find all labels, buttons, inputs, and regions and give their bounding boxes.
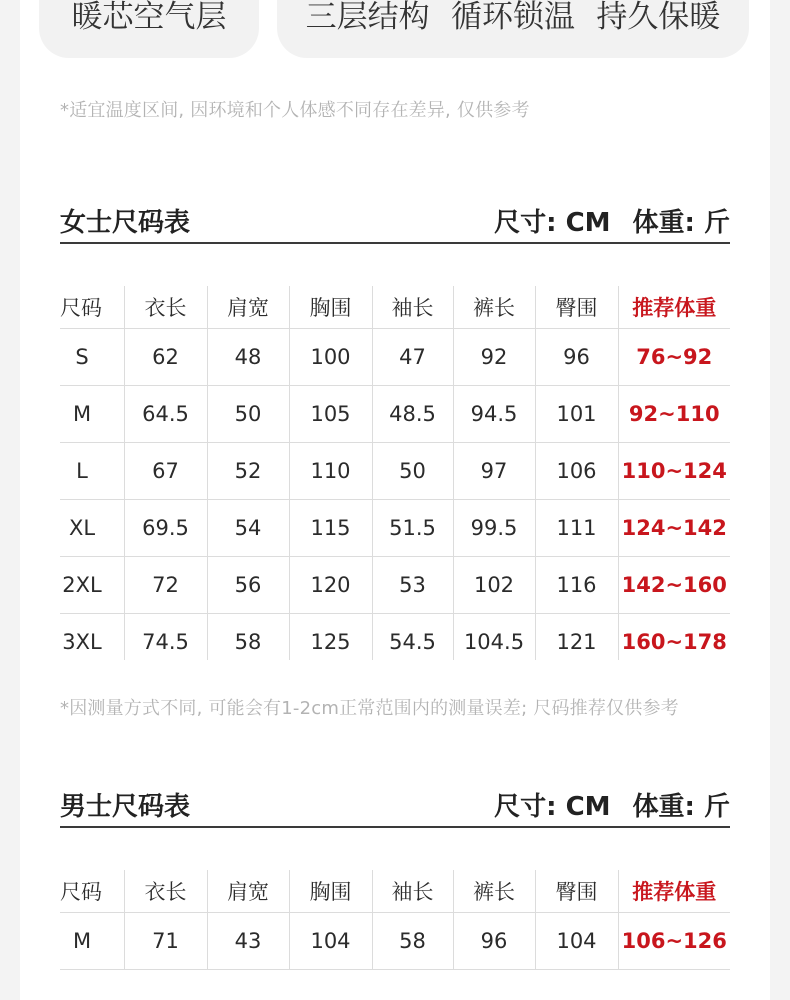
length-cell: 67: [124, 443, 207, 500]
header-recommended-weight: 推荐体重: [618, 286, 730, 329]
feature-pill-label: 暖芯空气层: [71, 0, 227, 35]
header-sleeve: 袖长: [372, 870, 453, 913]
chest-cell: 104: [289, 913, 372, 970]
size-cell: [60, 913, 124, 970]
shoulder-cell: 54: [207, 500, 289, 557]
header-length: 衣长: [124, 870, 207, 913]
recommended-weight-cell: 92~110: [618, 386, 730, 443]
women-table-viewport: [0, 286, 790, 660]
recommended-weight-cell: 110~124: [618, 443, 730, 500]
size-cell: [60, 386, 124, 443]
length-cell: 74.5: [124, 614, 207, 661]
table-row: [60, 913, 730, 970]
measurement-note: *因测量方式不同, 可能会有1-2cm正常范围内的测量误差; 尺码推荐仅供参考: [60, 698, 679, 719]
size-label: M: [72, 402, 92, 426]
shoulder-cell: 58: [207, 614, 289, 661]
feature-pill-group: [277, 0, 749, 58]
women-unit-legend: [472, 202, 730, 239]
feature-pill-label: 持久保暖: [596, 0, 721, 35]
chest-cell: 110: [289, 443, 372, 500]
chest-cell: 100: [289, 329, 372, 386]
header-length: 衣长: [124, 286, 207, 329]
shoulder-cell: 43: [207, 913, 289, 970]
header-size: 尺码: [60, 286, 124, 329]
header-pants-length: 裤长: [453, 286, 535, 329]
length-cell: 64.5: [124, 386, 207, 443]
weight-unit-label: 体重: 斤: [632, 208, 730, 238]
length-cell: 71: [124, 913, 207, 970]
hip-cell: 116: [535, 557, 618, 614]
pants-length-cell: 104.5: [453, 614, 535, 661]
size-cell: [60, 557, 124, 614]
header-recommended-weight: 推荐体重: [618, 870, 730, 913]
pants-length-cell: 102: [453, 557, 535, 614]
table-row: [60, 443, 730, 500]
size-label: XL: [68, 516, 96, 540]
length-cell: 72: [124, 557, 207, 614]
hip-cell: 111: [535, 500, 618, 557]
women-size-table: [60, 286, 730, 660]
size-unit-label: 尺寸: CM: [494, 792, 611, 822]
chest-cell: 105: [289, 386, 372, 443]
women-section-title: 女士尺码表: [60, 208, 191, 238]
size-label: 3XL: [62, 630, 102, 654]
size-cell: [60, 500, 124, 557]
recommended-weight-cell: 106~126: [618, 913, 730, 970]
header-shoulder: 肩宽: [207, 870, 289, 913]
size-cell: [60, 329, 124, 386]
size-label: L: [76, 459, 88, 483]
sleeve-cell: 53: [372, 557, 453, 614]
table-row: [60, 386, 730, 443]
shoulder-cell: 48: [207, 329, 289, 386]
header-size: 尺码: [60, 870, 124, 913]
shoulder-cell: 56: [207, 557, 289, 614]
header-sleeve: 袖长: [372, 286, 453, 329]
men-section-title: 男士尺码表: [60, 792, 191, 822]
table-row: [60, 557, 730, 614]
shoulder-cell: 50: [207, 386, 289, 443]
pants-length-cell: 96: [453, 913, 535, 970]
sleeve-cell: 48.5: [372, 386, 453, 443]
table-header-row: [60, 870, 730, 913]
sleeve-cell: 50: [372, 443, 453, 500]
length-cell: 62: [124, 329, 207, 386]
table-header-row: [60, 286, 730, 329]
men-unit-legend: [472, 786, 730, 823]
chest-cell: 125: [289, 614, 372, 661]
length-cell: 69.5: [124, 500, 207, 557]
header-hip: 臀围: [535, 286, 618, 329]
hip-cell: 106: [535, 443, 618, 500]
pants-length-cell: 92: [453, 329, 535, 386]
pants-length-cell: 94.5: [453, 386, 535, 443]
sleeve-cell: 51.5: [372, 500, 453, 557]
women-section-header: [60, 202, 730, 244]
header-chest: 胸围: [289, 286, 372, 329]
size-unit-label: 尺寸: CM: [494, 208, 611, 238]
hip-cell: 104: [535, 913, 618, 970]
men-section-header: [60, 786, 730, 828]
header-shoulder: 肩宽: [207, 286, 289, 329]
pants-length-cell: 99.5: [453, 500, 535, 557]
men-table-viewport: [0, 870, 790, 1000]
recommended-weight-cell: 76~92: [618, 329, 730, 386]
hip-cell: 101: [535, 386, 618, 443]
weight-unit-label: 体重: 斤: [632, 792, 730, 822]
header-chest: 胸围: [289, 870, 372, 913]
size-label: 2XL: [62, 573, 102, 597]
sleeve-cell: 54.5: [372, 614, 453, 661]
chest-cell: 120: [289, 557, 372, 614]
shoulder-cell: 52: [207, 443, 289, 500]
feature-pill-label: 三层结构: [305, 0, 430, 35]
table-row: [60, 329, 730, 386]
hip-cell: 96: [535, 329, 618, 386]
sleeve-cell: 58: [372, 913, 453, 970]
size-cell: [60, 443, 124, 500]
hip-cell: 121: [535, 614, 618, 661]
table-row: [60, 614, 730, 661]
chest-cell: 115: [289, 500, 372, 557]
temperature-note: *适宜温度区间, 因环境和个人体感不同存在差异, 仅供参考: [60, 100, 530, 121]
size-label: M: [72, 929, 92, 953]
feature-pill-label: 循环锁温: [450, 0, 575, 35]
recommended-weight-cell: 160~178: [618, 614, 730, 661]
men-size-table: [60, 870, 730, 970]
recommended-weight-cell: 142~160: [618, 557, 730, 614]
header-hip: 臀围: [535, 870, 618, 913]
feature-pill-air-layer: [39, 0, 259, 58]
pants-length-cell: 97: [453, 443, 535, 500]
recommended-weight-cell: 124~142: [618, 500, 730, 557]
size-label: S: [75, 345, 89, 369]
sleeve-cell: 47: [372, 329, 453, 386]
header-pants-length: 裤长: [453, 870, 535, 913]
table-row: [60, 500, 730, 557]
size-cell: [60, 614, 124, 661]
